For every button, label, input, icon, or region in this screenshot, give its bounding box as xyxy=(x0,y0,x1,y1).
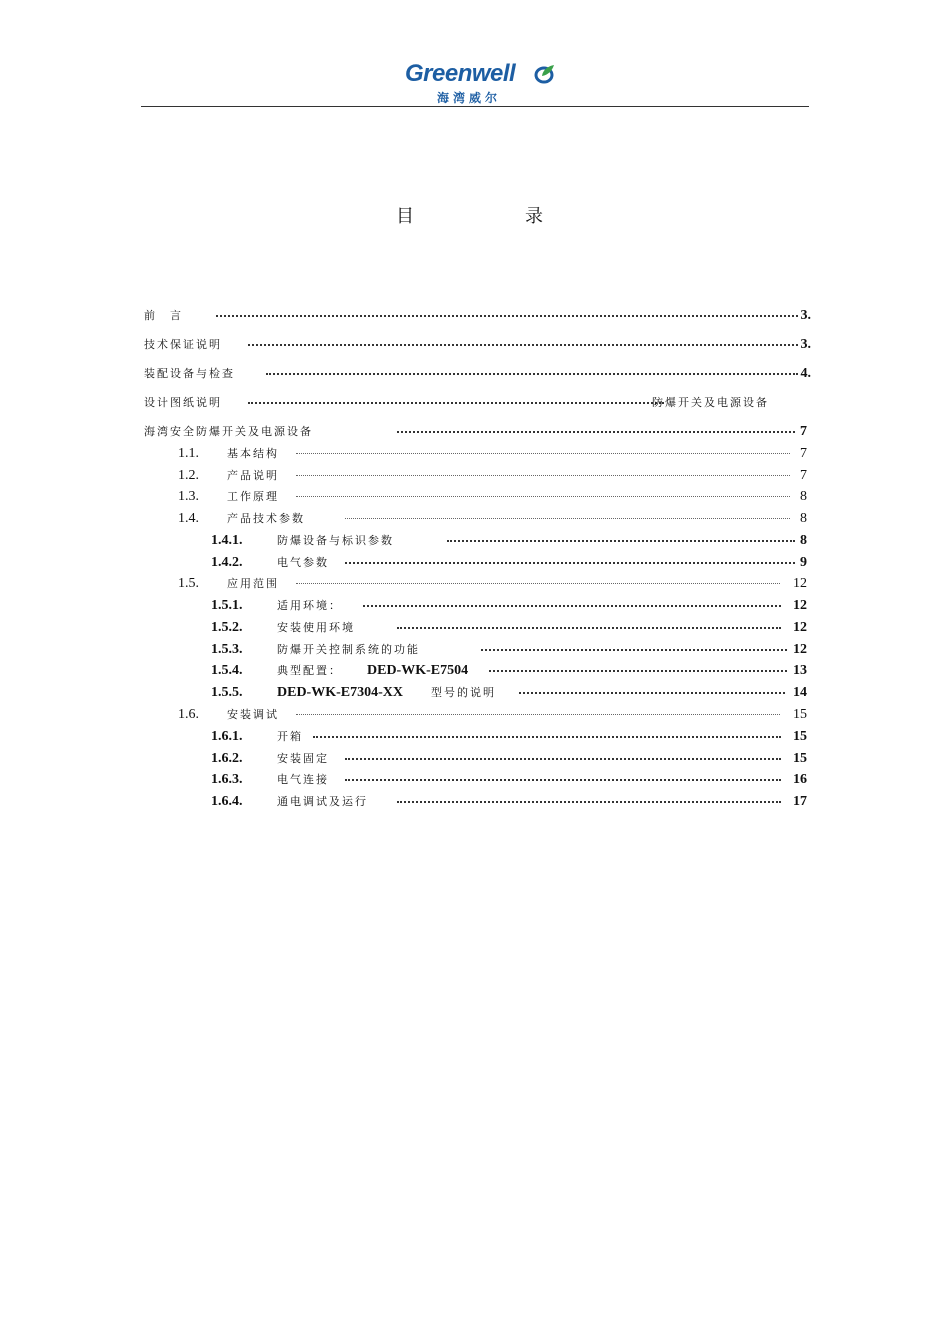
toc-entry[interactable] xyxy=(0,510,950,528)
toc-entry-label: 产品说明 xyxy=(227,469,279,482)
toc-entry-label: 型号的说明 xyxy=(431,686,496,699)
toc-entry[interactable] xyxy=(0,662,950,680)
toc-entry-number: 1.6.3. xyxy=(211,772,243,787)
toc-entry-page: 12 xyxy=(793,598,807,613)
toc-entry-page: 13 xyxy=(793,663,807,678)
toc-leader xyxy=(248,344,798,346)
toc-entry[interactable] xyxy=(0,771,950,789)
toc-entry-page: 15 xyxy=(793,751,807,766)
toc-entry-label: 技术保证说明 xyxy=(144,338,222,351)
toc-entry-label: 应用范围 xyxy=(227,577,279,590)
toc-entry[interactable] xyxy=(0,619,950,637)
toc-leader xyxy=(363,605,781,607)
toc-entry-page: 12 xyxy=(793,576,807,591)
toc-leader xyxy=(447,540,795,542)
toc-leader xyxy=(296,714,780,715)
toc-entry-label: 适用环境： xyxy=(277,599,342,612)
toc-entry-label: 防爆设备与标识参数 xyxy=(277,534,394,547)
toc-entry[interactable] xyxy=(0,575,950,593)
toc-leader xyxy=(397,627,781,629)
toc-entry-number: 1.3. xyxy=(178,489,199,504)
toc-entry-page: 15 xyxy=(793,729,807,744)
toc-entry-label: 开箱 xyxy=(277,730,303,743)
toc-entry[interactable] xyxy=(0,728,950,746)
toc-entry[interactable] xyxy=(0,554,950,572)
toc-entry-page: 14 xyxy=(793,685,807,700)
toc-leader xyxy=(345,562,795,564)
toc-entry-page: 16 xyxy=(793,772,807,787)
toc-entry-number: 1.4.2. xyxy=(211,555,243,570)
toc-entry-number: 1.6. xyxy=(178,707,199,722)
toc-entry-number: 1.4.1. xyxy=(211,533,243,548)
toc-leader xyxy=(296,475,790,476)
toc-entry-page: 3. xyxy=(800,308,811,323)
toc-entry-label: 安装固定 xyxy=(277,752,329,765)
toc-leader xyxy=(397,801,781,803)
toc-entry-number: 1.6.1. xyxy=(211,729,243,744)
toc-entry-number: 1.6.2. xyxy=(211,751,243,766)
toc-entry-label: 海湾安全防爆开关及电源设备 xyxy=(144,425,313,438)
toc-entry-page: 8 xyxy=(800,489,807,504)
toc-leader xyxy=(345,518,790,519)
toc-entry-model-code: DED-WK-E7304-XX xyxy=(277,685,403,700)
logo-chinese-name: 海湾威尔 xyxy=(437,91,502,105)
toc-entry-number: 1.5.2. xyxy=(211,620,243,635)
toc-title-left: 目 xyxy=(396,206,414,227)
toc-entry-label: 电气参数 xyxy=(277,556,329,569)
toc-leader xyxy=(345,758,781,760)
toc-entry-page: 4. xyxy=(800,366,811,381)
toc-leader xyxy=(313,736,781,738)
toc-entry-number: 1.5.5. xyxy=(211,685,243,700)
toc-entry-number: 1.5.4. xyxy=(211,663,243,678)
toc-entry-label: 安装使用环境 xyxy=(277,621,355,634)
toc-entry[interactable] xyxy=(0,307,950,325)
toc-entry-label: 安装调试 xyxy=(227,708,279,721)
header-divider xyxy=(141,106,809,107)
toc-leader xyxy=(481,649,787,651)
toc-entry-page: 9 xyxy=(800,555,807,570)
toc-leader xyxy=(519,692,785,694)
toc-entry-page: 12 xyxy=(793,620,807,635)
toc-entry-model-code: DED-WK-E7504 xyxy=(367,663,469,678)
toc-entry[interactable] xyxy=(0,750,950,768)
leaf-logo-icon xyxy=(533,63,555,85)
toc-entry-number: 1.5. xyxy=(178,576,199,591)
toc-entry-number: 1.4. xyxy=(178,511,199,526)
company-logo xyxy=(405,58,565,108)
toc-leader xyxy=(248,402,664,404)
toc-entry-number: 1.1. xyxy=(178,446,199,461)
toc-entry[interactable] xyxy=(0,423,950,441)
toc-entry-page: 3. xyxy=(800,337,811,352)
toc-leader xyxy=(266,373,798,375)
toc-entry[interactable] xyxy=(0,394,950,412)
toc-leader xyxy=(397,431,795,433)
toc-entry-label: 设计图纸说明 xyxy=(144,396,222,409)
toc-entry[interactable] xyxy=(0,641,950,659)
toc-entry-page: 15 xyxy=(793,707,807,722)
toc-leader xyxy=(489,670,787,672)
toc-entry[interactable] xyxy=(0,532,950,550)
toc-entry-number: 1.5.1. xyxy=(211,598,243,613)
toc-entry[interactable] xyxy=(0,793,950,811)
toc-entry-number: 1.2. xyxy=(178,468,199,483)
toc-entry-page: 7 xyxy=(800,424,807,439)
toc-entry-page: 7 xyxy=(800,468,807,483)
toc-leader xyxy=(345,779,781,781)
toc-entry[interactable] xyxy=(0,365,950,383)
toc-entry[interactable] xyxy=(0,706,950,724)
toc-entry-label: 装配设备与检查 xyxy=(144,367,235,380)
toc-leader xyxy=(296,496,790,497)
toc-entry-label: 工作原理 xyxy=(227,490,279,503)
toc-entry[interactable] xyxy=(0,445,950,463)
toc-entry-label: 前 言 xyxy=(144,309,183,322)
toc-title xyxy=(0,202,950,232)
toc-entry[interactable] xyxy=(0,336,950,354)
toc-entry-number: 1.6.4. xyxy=(211,794,243,809)
toc-entry-label: 通电调试及运行 xyxy=(277,795,368,808)
toc-entry-page: 12 xyxy=(793,642,807,657)
toc-leader xyxy=(296,583,780,584)
toc-entry[interactable] xyxy=(0,488,950,506)
toc-entry-overlap-text: 防爆开关及电源设备 xyxy=(652,396,769,409)
toc-entry-label: 电气连接 xyxy=(277,773,329,786)
toc-entry-page: 7 xyxy=(800,446,807,461)
logo-wordmark: Greenwell xyxy=(405,60,516,87)
toc-entry-label: 防爆开关控制系统的功能 xyxy=(277,643,420,656)
toc-entry-page: 8 xyxy=(800,533,807,548)
toc-entry[interactable] xyxy=(0,467,950,485)
toc-entry[interactable] xyxy=(0,684,950,702)
toc-entry-number: 1.5.3. xyxy=(211,642,243,657)
toc-title-right: 录 xyxy=(525,206,543,227)
toc-entry-label: 基本结构 xyxy=(227,447,279,460)
toc-entry-label: 产品技术参数 xyxy=(227,512,305,525)
toc-entry-label: 典型配置： xyxy=(277,664,342,677)
toc-leader xyxy=(296,453,790,454)
toc-entry-page: 8 xyxy=(800,511,807,526)
toc-leader xyxy=(216,315,798,317)
toc-entry-page: 17 xyxy=(793,794,807,809)
toc-entry[interactable] xyxy=(0,597,950,615)
